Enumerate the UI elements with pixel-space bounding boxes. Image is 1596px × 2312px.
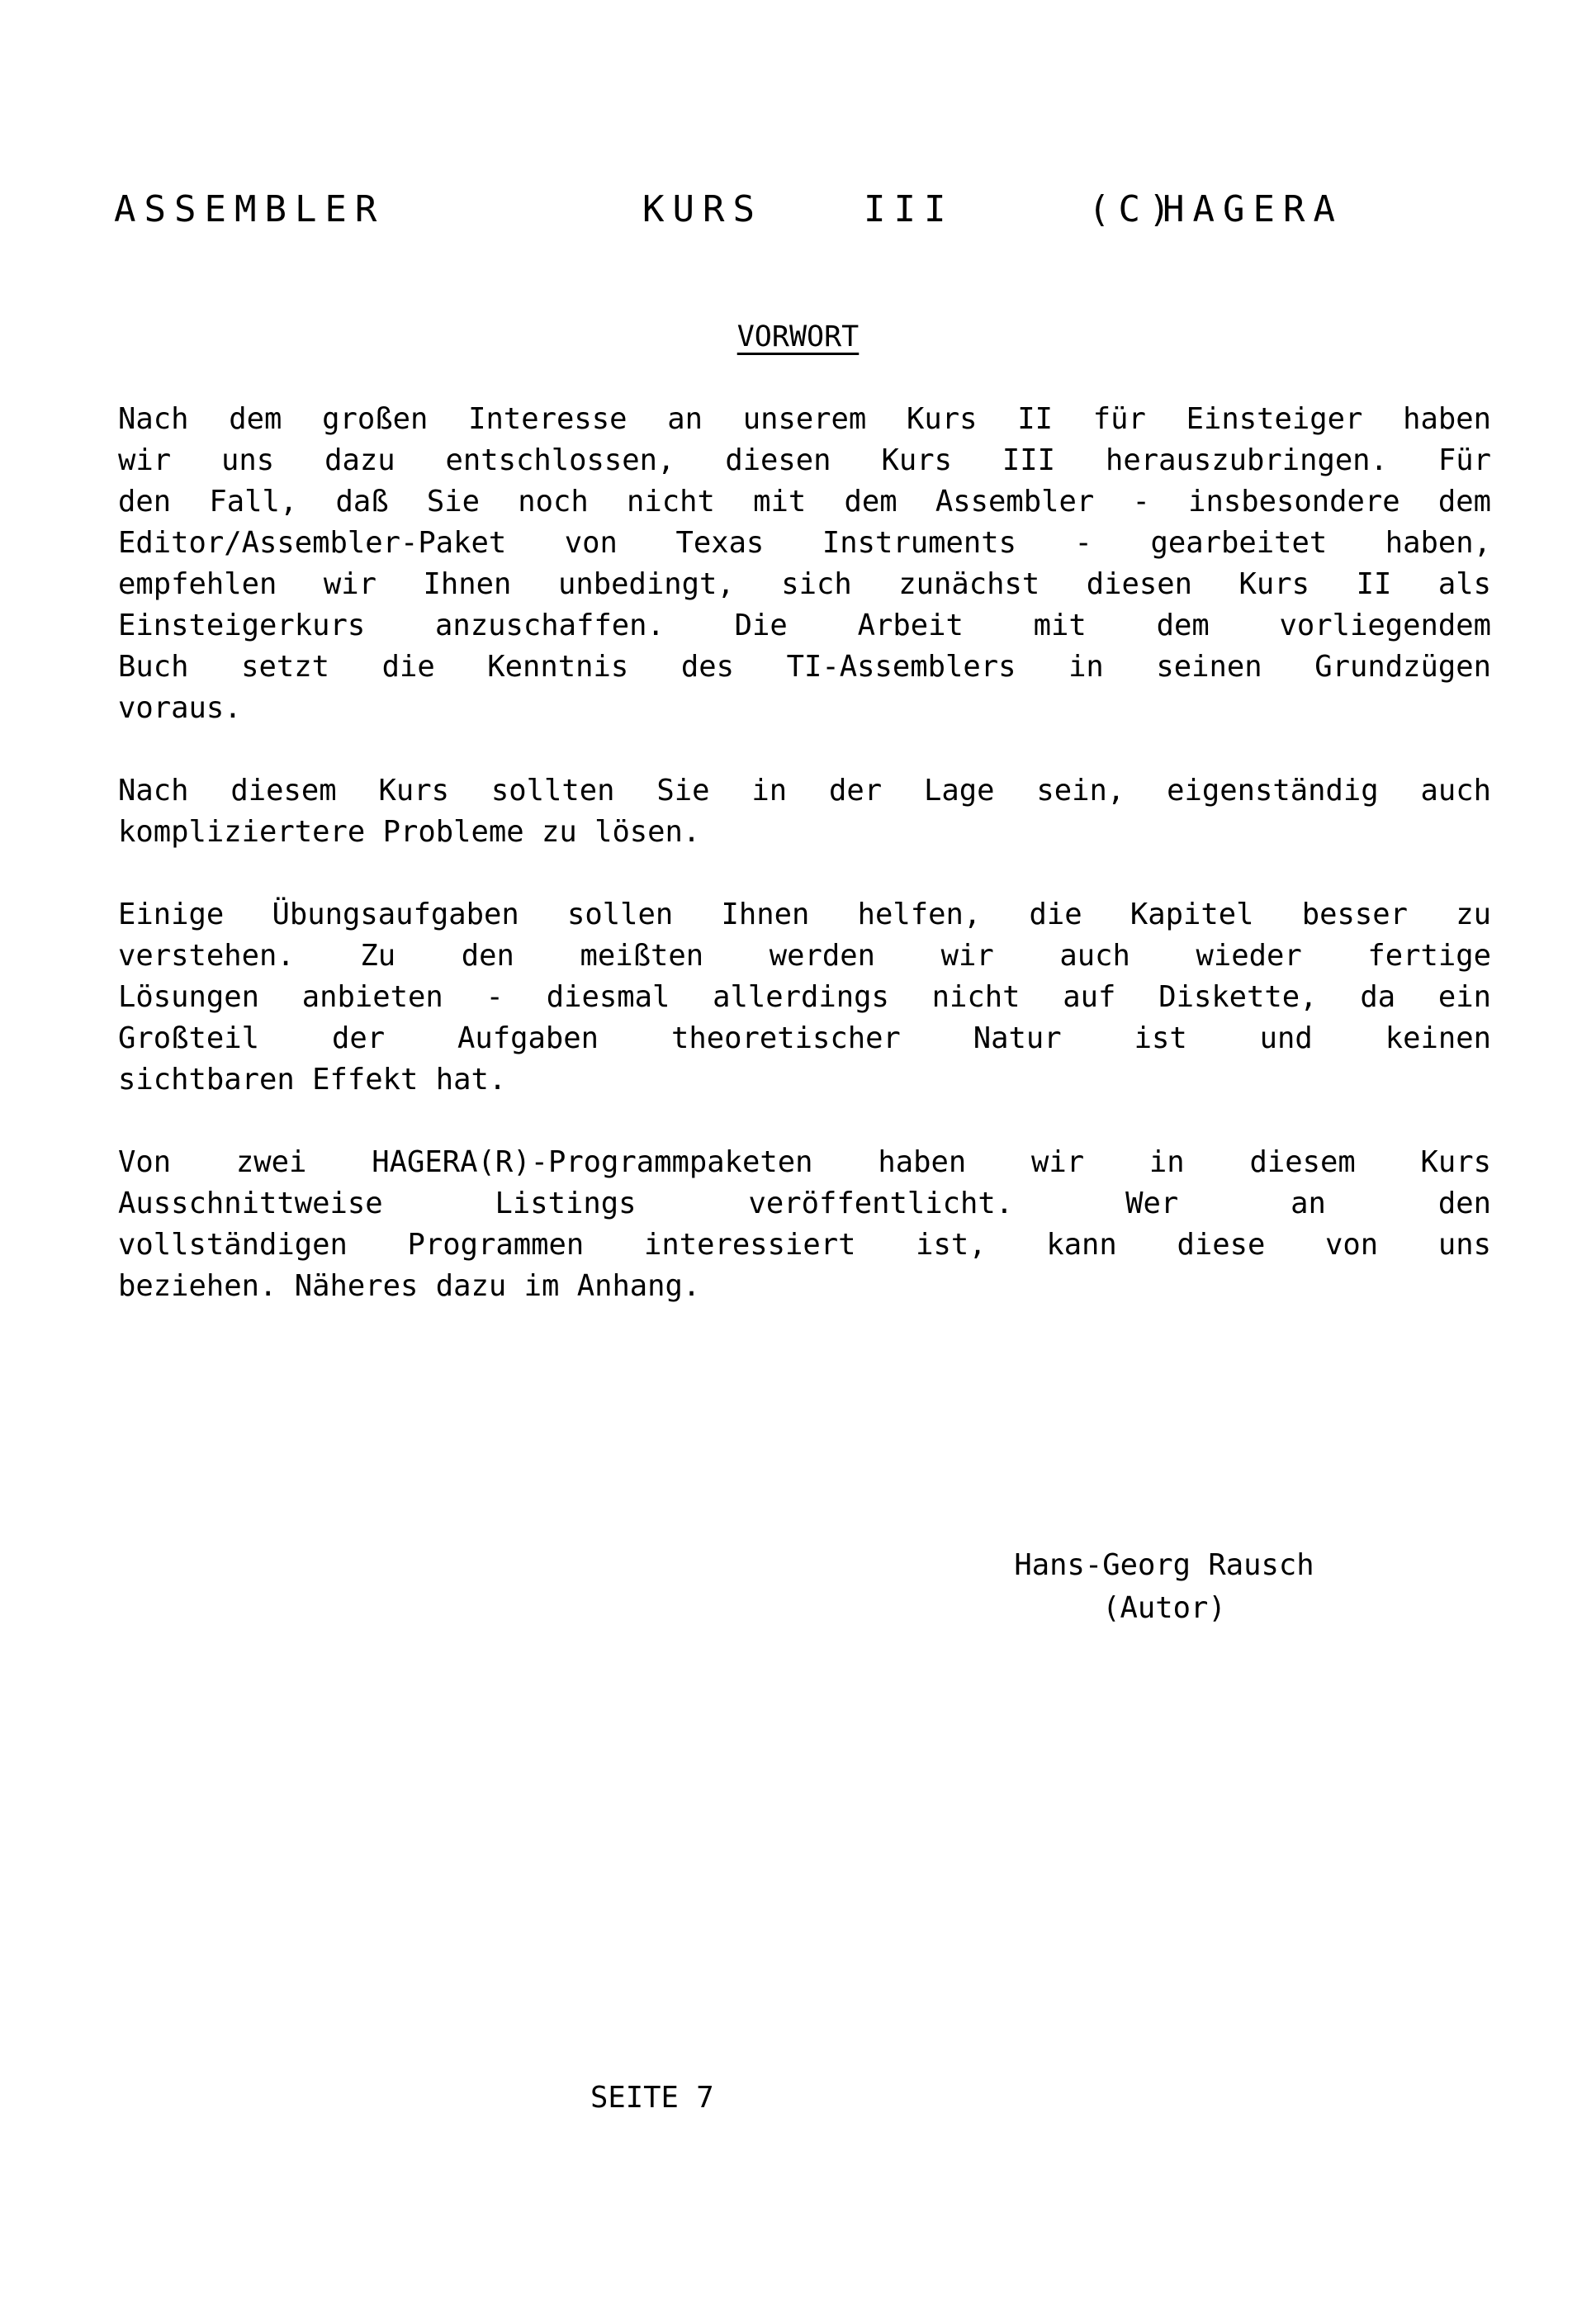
header-kurs: KURS bbox=[642, 188, 763, 230]
header-hagera: HAGERA bbox=[1163, 188, 1343, 230]
text-line: Editor/Assembler-Paket von Texas Instruments - gearbeitet haben, bbox=[118, 526, 1491, 560]
paragraph-3 bbox=[118, 894, 1491, 1101]
text-line: Einige Übungsaufgaben sollen Ihnen helfen, die Kapitel besser zu bbox=[118, 898, 1491, 931]
paragraph-2 bbox=[118, 770, 1491, 853]
paragraph-4 bbox=[118, 1142, 1491, 1307]
text-line: Nach diesem Kurs sollten Sie in der Lage sein, eigenständig auch bbox=[118, 774, 1491, 808]
document-body bbox=[118, 399, 1491, 1348]
text-line: Ausschnittweise Listings veröffentlicht. Wer an den bbox=[118, 1187, 1491, 1220]
author-signature bbox=[983, 1544, 1346, 1630]
author-role: (Autor) bbox=[1102, 1591, 1226, 1625]
text-line: vollständigen Programmen interessiert ist, kann diese von uns bbox=[118, 1228, 1491, 1262]
text-line: Buch setzt die Kenntnis des TI-Assemblers in seinen Grundzügen bbox=[118, 650, 1491, 684]
text-line: Nach dem großen Interesse an unserem Kurs II für Einsteiger haben bbox=[118, 402, 1491, 436]
text-line: Lösungen anbieten - diesmal allerdings nicht auf Diskette, da ein bbox=[118, 980, 1491, 1014]
header-copyright: (C) bbox=[1088, 188, 1179, 230]
document-header bbox=[114, 188, 1418, 238]
text-line: empfehlen wir Ihnen unbedingt, sich zunächst diesen Kurs II als bbox=[118, 567, 1491, 601]
text-line: beziehen. Näheres dazu im Anhang. bbox=[118, 1269, 701, 1303]
text-line: wir uns dazu entschlossen, diesen Kurs III herauszubringen. Für bbox=[118, 443, 1491, 477]
text-line: Großteil der Aufgaben theoretischer Natur ist und keinen bbox=[118, 1021, 1491, 1055]
text-line: sichtbaren Effekt hat. bbox=[118, 1063, 507, 1097]
title-text: VORWORT bbox=[736, 320, 860, 353]
page-title bbox=[0, 320, 1596, 353]
text-line: kompliziertere Probleme zu lösen. bbox=[118, 815, 701, 849]
page-number: SEITE 7 bbox=[590, 2081, 714, 2115]
text-line: den Fall, daß Sie noch nicht mit dem Assembler - insbesondere dem bbox=[118, 485, 1491, 519]
text-line: verstehen. Zu den meißten werden wir auch wieder fertige bbox=[118, 939, 1491, 973]
author-name: Hans-Georg Rausch bbox=[1014, 1548, 1314, 1582]
paragraph-1 bbox=[118, 399, 1491, 729]
header-assembler: ASSEMBLER bbox=[114, 188, 386, 230]
header-roman-three: III bbox=[864, 188, 954, 230]
text-line: Von zwei HAGERA(R)-Programmpaketen haben wir in diesem Kurs bbox=[118, 1145, 1491, 1179]
text-line: voraus. bbox=[118, 691, 242, 725]
text-line: Einsteigerkurs anzuschaffen. Die Arbeit mit dem vorliegendem bbox=[118, 609, 1491, 642]
